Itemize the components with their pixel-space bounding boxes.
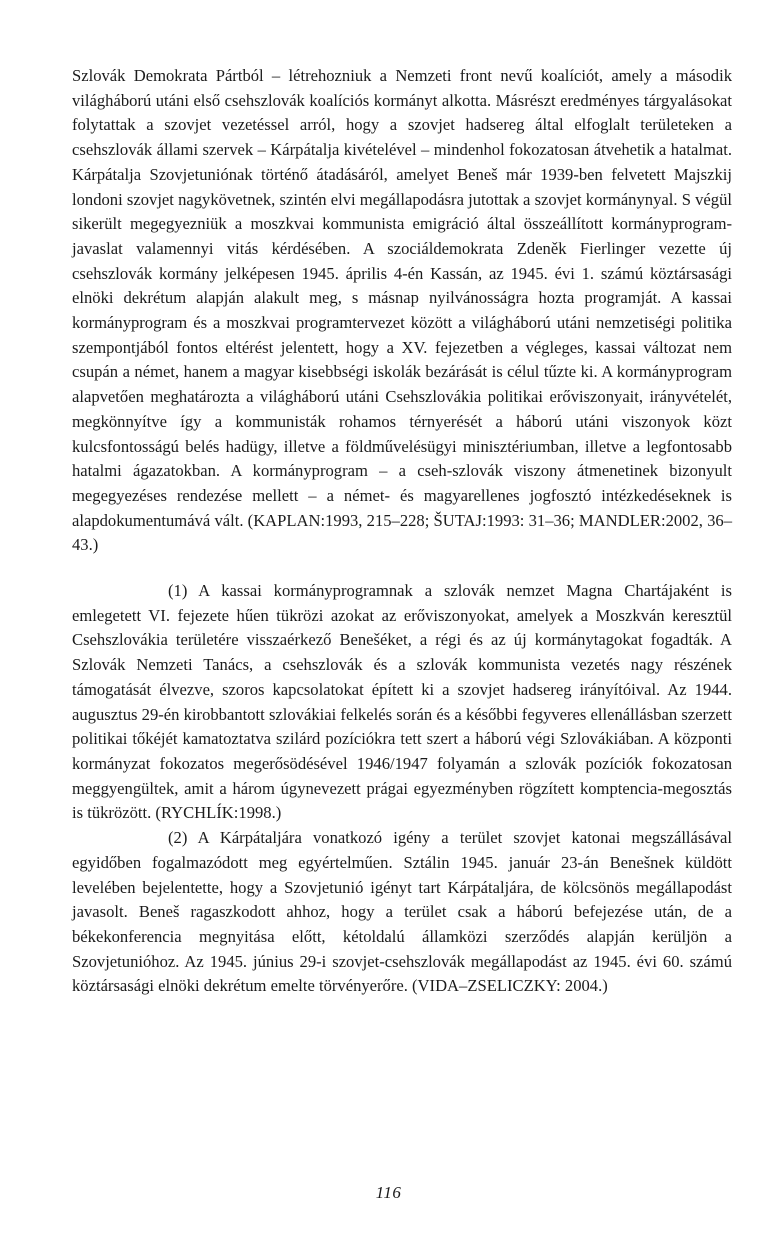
page-body — [72, 64, 732, 999]
footnote-1: (1) A kassai kormányprogramnak a szlovák nemzet Magna Chartájaként is emlegetett VI. fejezete hűen tükrözi azokat az erőviszonyokat, amelyek a Moszkván keresztül Csehszlovákia területére visszaérkező Benešéket, a régi és az új kormánytagokat fogadták. A Szlovák Nemzeti Tanács, a csehszlovák és a szlovák kommunista vezetés nagy részének támogatását élvezve, szoros kapcsolatokat épített ki a szovjet hadsereg irányítóival. Az 1944. augusztus 29-én kirobbantott szlovákiai felkelés során és a későbbi fegyveres ellenállásban szerzett politikai tőkéjét kamatoztatva szilárd pozíciókra tett szert a háború végi Szlovákiában. A központi kormányzat fokozatos megerősödésével 1946/1947 folyamán a szlovák pozíciók fokozatosan meggyengültek, amit a három úgynevezett prágai egyezményben rögzített komptencia-megosztás is tükrözött. (RYCHLÍK:1998.) — [72, 581, 732, 823]
page-number: 116 — [375, 1183, 402, 1202]
main-paragraph: Szlovák Demokrata Pártból – létrehozniuk a Nemzeti front nevű koalíciót, amely a második világháború utáni első csehszlovák koalíciós kormányt alkotta. Másrészt eredményes tárgyalásokat folytattak a szovjet vezetéssel arról, hogy a szovjet hadsereg által elfoglalt területeken a csehszlovák állami szervek – Kárpátalja kivételével – mindenhol fokozatosan átvehetik a hatalmat. Kárpátalja Szovjetuniónak történő átadásáról, amelyet Beneš már 1939-ben felvetett Majszkij londoni szovjet nagykövetnek, szintén elvi megállapodásra jutottak a szovjet kormánynyal. S végül sikerült megegyezniük a moszkvai kommunista emigráció által összeállított kormányprogram-javaslat valamennyi vitás kérdésében. A szociáldemokrata Zdeněk Fierlinger vezette új csehszlovák kormány jelképesen 1945. április 4-én Kassán, az 1945. évi 1. számú köztársasági elnöki dekrétum alapján alakult meg, s másnap nyilvánosságra hozta programját. A kassai kormányprogram és a moszkvai programtervezet között a világháború utáni nemzetiségi politika szempontjából fontos eltérést jelentett, hogy a XV. fejezetben a végleges, kassai változat nem csupán a német, hanem a magyar kisebbségi iskolák bezárását is célul tűzte ki. A kormányprogram alapvetően meghatározta a világháború utáni Csehszlovákia politikai erőviszonyait, irányvételét, megkönnyítve így a kommunisták rohamos térnyerését a háború utáni viszonyok közt kulcsfontosságú belés hadügy, illetve a földművelésügyi minisztériumban, illetve a legfontosabb hatalmi ágazatokban. A kormányprogram – a cseh-szlovák viszony átmenetinek bizonyult megegyezéses rendezése mellett – a német- és magyarellenes jogfosztó intézkedéseknek is alapdokumentumává vált. (KAPLAN:1993, 215–228; ŠUTAJ:1993: 31–36; MANDLER:2002, 36–43.) — [72, 66, 732, 555]
footnotes — [72, 579, 732, 999]
footnote-2: (2) A Kárpátaljára vonatkozó igény a terület szovjet katonai megszállásával egyidőben fogalmazódott meg egyértelműen. Sztálin 1945. január 23-án Benešnek küldött levelében bejelentette, hogy a Szovjetunió igényt tart Kárpátaljára, de kölcsönös megállapodást javasolt. Beneš ragaszkodott ahhoz, hogy a terület csak a háború befejezése után, de a békekonferencia megnyitása előtt, kétoldalú államközi szerződés alapján kerüljön a Szovjetunióhoz. Az 1945. június 29-i szovjet-csehszlovák megállapodást az 1945. évi 60. számú köztársasági elnöki dekrétum emelte törvényerőre. (VIDA–ZSELICZKY: 2004.) — [72, 828, 732, 996]
